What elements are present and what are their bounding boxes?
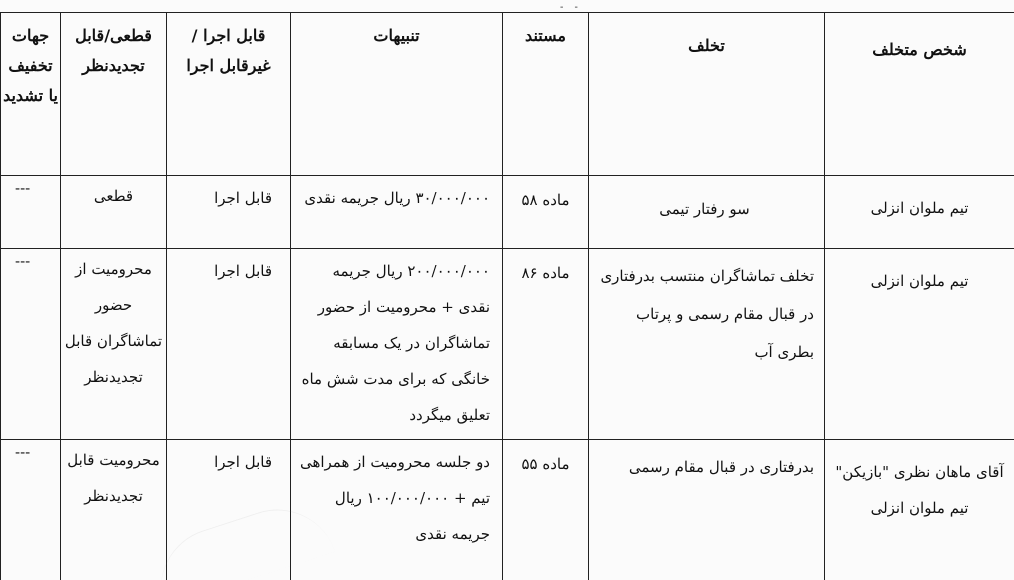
cell-violation: تخلف تماشاگران منتسب بدرفتاری در قبال مقام رسمی و پرتاب بطری آب [589, 249, 825, 440]
cell-adjust: --- [1, 440, 61, 580]
cell-final: قطعی [61, 176, 167, 249]
cell-violation: سو رفتار تیمی [589, 176, 825, 249]
cell-status: قابل اجرا [167, 440, 291, 580]
cell-article: ماده ۵۵ [503, 440, 589, 580]
header-enforceable: قابل اجرا /غیرقابل اجرا [167, 13, 291, 176]
cell-status: قابل اجرا [167, 176, 291, 249]
header-violation: تخلف [589, 13, 825, 176]
cell-adjust: --- [1, 176, 61, 249]
cell-penalty: دو جلسه محرومیت از همراهی تیم + ۱۰۰/۰۰۰/۰۰۰ ریال جریمه نقدی [291, 440, 503, 580]
cell-article: ماده ۸۶ [503, 249, 589, 440]
table-row [1, 249, 1014, 440]
disciplinary-table [0, 12, 1014, 580]
header-article: مستند [503, 13, 589, 176]
cell-adjust: --- [1, 249, 61, 440]
table-header-row [1, 13, 1014, 176]
table-row [1, 440, 1014, 580]
header-adjust: جهات تخفیف یا تشدید [1, 13, 61, 176]
cell-article: ماده ۵۸ [503, 176, 589, 249]
cell-person: تیم ملوان انزلی [825, 176, 1014, 249]
cell-final: محرومیت قابل تجدیدنظر [61, 440, 167, 580]
top-edge-mark: - - [560, 2, 582, 13]
cell-penalty: ۲۰۰/۰۰۰/۰۰۰ ریال جریمه نقدی + محرومیت از حضور تماشاگران در یک مسابقه خانگی که برای مدت شش ماه تعلیق میگردد [291, 249, 503, 440]
table-row [1, 176, 1014, 249]
cell-final: محرومیت از حضور تماشاگران قابل تجدیدنظر [61, 249, 167, 440]
header-person: شخص متخلف [825, 13, 1014, 176]
cell-person: آقای ماهان نظری "بازیکن" تیم ملوان انزلی [825, 440, 1014, 580]
cell-person: تیم ملوان انزلی [825, 249, 1014, 440]
cell-violation: بدرفتاری در قبال مقام رسمی [589, 440, 825, 580]
header-penalties: تنبیهات [291, 13, 503, 176]
cell-status: قابل اجرا [167, 249, 291, 440]
header-final: قطعی/قابل تجدیدنظر [61, 13, 167, 176]
cell-penalty: ۳۰/۰۰۰/۰۰۰ ریال جریمه نقدی [291, 176, 503, 249]
